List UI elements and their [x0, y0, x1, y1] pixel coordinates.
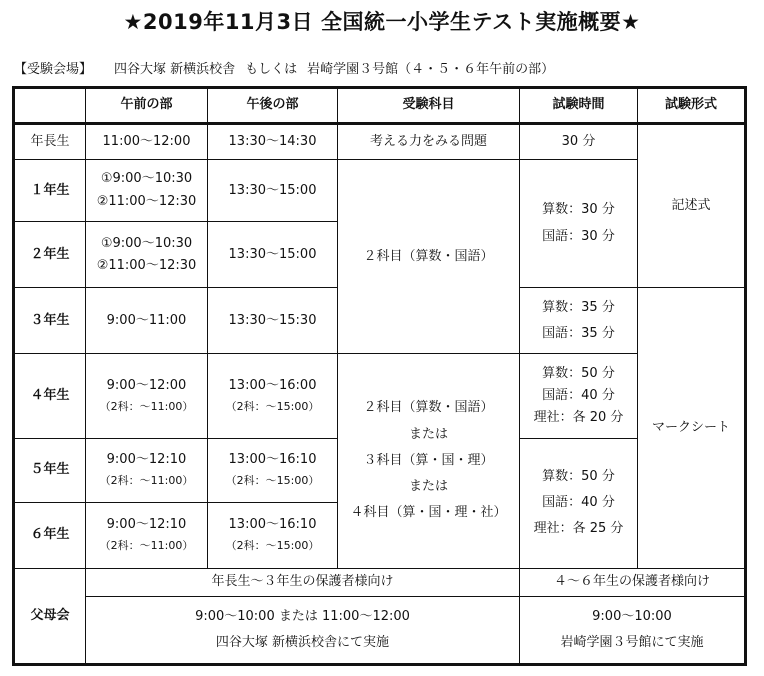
g2-am-1: ①9:00～10:30 — [100, 235, 193, 251]
g12-time-2: 国語：30 分 — [542, 228, 615, 244]
g6-pm-time: 13:00～16:10 — [228, 517, 317, 533]
k-pm: 13:30～14:30 — [208, 124, 338, 160]
g3-time-2: 国語：35 分 — [542, 325, 615, 341]
g1-am — [86, 160, 208, 222]
g4-am — [86, 354, 208, 438]
g6-pm — [208, 502, 338, 568]
g12-time-1: 算数：30 分 — [542, 202, 615, 218]
g5-am-time: 9:00～12:10 — [106, 452, 187, 468]
g1-am-1: ①9:00～10:30 — [100, 171, 193, 187]
g5-pm — [208, 438, 338, 502]
g5-am-note: （2科：～11:00） — [99, 474, 194, 488]
g2-am-2: ②11:00～12:30 — [96, 257, 197, 273]
g56-time-1: 算数：50 分 — [542, 468, 615, 484]
g4-am-note: （2科：～11:00） — [99, 400, 194, 414]
g4-am-time: 9:00～12:00 — [106, 378, 187, 393]
g4-time-2: 国語：40 分 — [542, 387, 615, 403]
grade-1: １年生 — [14, 160, 86, 222]
k-subject: 考える力をみる問題 — [338, 124, 520, 160]
schedule-table — [12, 86, 747, 666]
venue-2: 岩崎学園３号館（４・５・６年午前の部） — [307, 62, 555, 77]
grade-parents: 父母会 — [14, 568, 86, 664]
g2-pm: 13:30～15:00 — [208, 222, 338, 288]
header-format: 試験形式 — [638, 88, 746, 124]
parents-right-place: 岩崎学園３号館にて実施 — [560, 634, 704, 650]
g56-time-3: 理社：各 25 分 — [533, 521, 624, 537]
grade-3: ３年生 — [14, 288, 86, 354]
venue-1: 四谷大塚 新横浜校舎 — [114, 62, 236, 77]
g1-am-2: ②11:00～12:30 — [96, 193, 197, 209]
g4-time-3: 理社：各 20 分 — [533, 410, 624, 426]
header-pm: 午後の部 — [208, 88, 338, 124]
header-time: 試験時間 — [520, 88, 638, 124]
grade-2: ２年生 — [14, 222, 86, 288]
parents-right-time: 9:00～10:00 — [592, 608, 672, 624]
g5-pm-time: 13:00～16:10 — [228, 452, 317, 468]
g3-pm: 13:30～15:30 — [208, 288, 338, 354]
venue-or: もしくは — [245, 62, 298, 77]
g4-time — [520, 354, 638, 438]
g6-am-time: 9:00～12:10 — [106, 517, 187, 533]
venue-line — [14, 58, 554, 77]
g456-subject-3: ３科目（算・国・理） — [363, 452, 494, 468]
g4-pm-note: （2科：～15:00） — [225, 400, 320, 414]
g456-subject — [338, 354, 520, 568]
g456-subject-1: ２科目（算数・国語） — [363, 400, 494, 416]
parents-left-body — [86, 596, 520, 664]
header-corner — [14, 88, 86, 124]
g3-am: 9:00～11:00 — [86, 288, 208, 354]
venue-label: 【受験会場】 — [14, 62, 93, 77]
g456-subject-4: または — [408, 479, 448, 495]
grade-6: ６年生 — [14, 502, 86, 568]
g123-subject: ２科目（算数・国語） — [338, 160, 520, 354]
g6-am — [86, 502, 208, 568]
parents-left-time: 9:00～10:00 または 11:00～12:00 — [195, 608, 410, 624]
g456-subject-5: ４科目（算・国・理・社） — [350, 505, 507, 521]
k-time: 30 分 — [520, 124, 638, 160]
g4-time-1: 算数：50 分 — [542, 365, 615, 381]
parents-left-head: 年長生～３年生の保護者様向け — [86, 568, 520, 596]
g4-pm-time: 13:00～16:00 — [228, 378, 317, 393]
grade-kindergarten: 年長生 — [14, 124, 86, 160]
g12-time — [520, 160, 638, 288]
g456-subject-2: または — [408, 426, 448, 442]
grade-5: ５年生 — [14, 438, 86, 502]
g3-time-1: 算数：35 分 — [542, 299, 615, 315]
header-am: 午前の部 — [86, 88, 208, 124]
g3-time — [520, 288, 638, 354]
g56-time — [520, 438, 638, 568]
g5-am — [86, 438, 208, 502]
g1-pm: 13:30～15:00 — [208, 160, 338, 222]
g5-pm-note: （2科：～15:00） — [225, 474, 320, 488]
grade-4: ４年生 — [14, 354, 86, 438]
parents-right-body — [520, 596, 746, 664]
parents-left-place: 四谷大塚 新横浜校舎にて実施 — [215, 634, 390, 650]
header-subject: 受験科目 — [338, 88, 520, 124]
page-title: ★2019年11月3日 全国統一小学生テスト実施概要★ — [123, 10, 641, 34]
g6-am-note: （2科：～11:00） — [99, 539, 194, 553]
g6-pm-note: （2科：～15:00） — [225, 539, 320, 553]
format-mark: マークシート — [638, 288, 746, 568]
g56-time-2: 国語：40 分 — [542, 495, 615, 511]
k-am: 11:00～12:00 — [86, 124, 208, 160]
g4-pm — [208, 354, 338, 438]
parents-right-head: ４～６年生の保護者様向け — [520, 568, 746, 596]
g2-am — [86, 222, 208, 288]
format-written: 記述式 — [638, 124, 746, 288]
